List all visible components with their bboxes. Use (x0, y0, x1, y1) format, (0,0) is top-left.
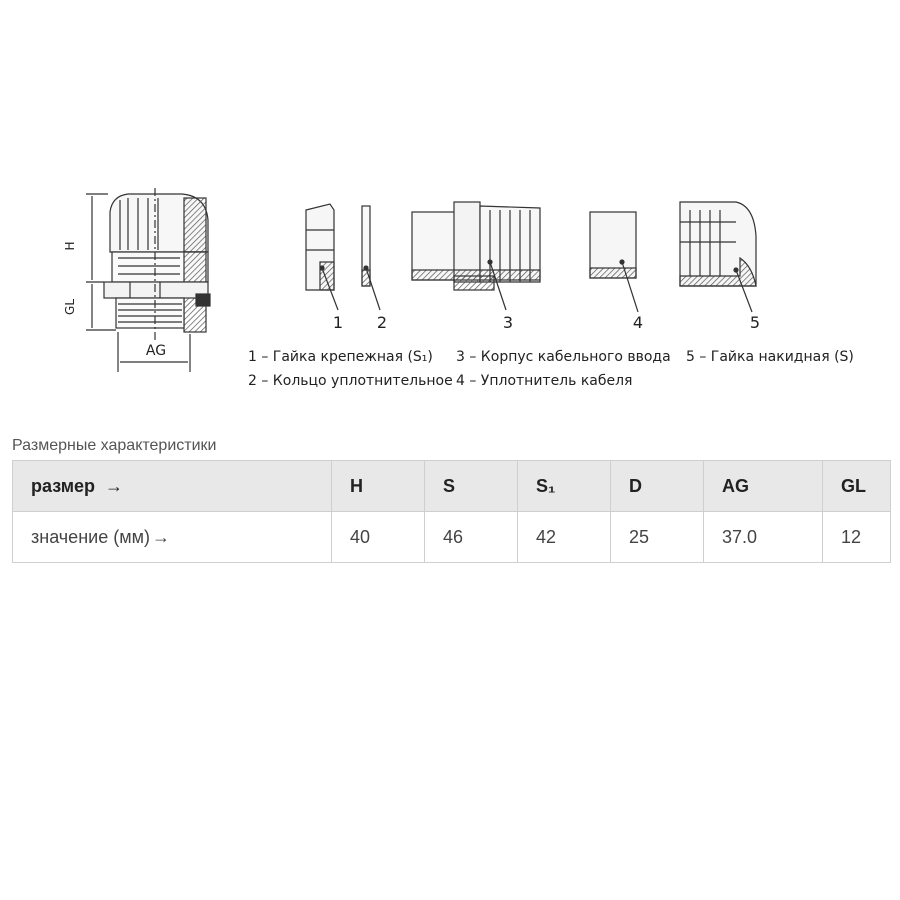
column-header: D (611, 461, 704, 512)
column-header: GL (823, 461, 891, 512)
table-cell: 25 (611, 512, 704, 563)
legend-item-3: 3 – Корпус кабельного ввода (456, 349, 671, 365)
legend-item-1: 1 – Гайка крепежная (S₁) (248, 349, 433, 365)
arrow-right-icon: → (151, 526, 170, 547)
specs-table (12, 460, 891, 563)
table-cell: 37.0 (704, 512, 823, 563)
row-label-cell (13, 512, 332, 563)
dim-label-ag: AG (145, 343, 167, 359)
part-number-2: 2 (376, 313, 388, 332)
column-header: H (332, 461, 425, 512)
column-header: AG (704, 461, 823, 512)
part-5-dome-nut (680, 202, 756, 312)
legend-item-4: 4 – Уплотнитель кабеля (456, 373, 633, 389)
header-label-cell (13, 461, 332, 512)
part-number-4: 4 (632, 313, 644, 332)
table-cell: 46 (425, 512, 518, 563)
table-cell: 12 (823, 512, 891, 563)
arrow-right-icon: → (105, 475, 124, 496)
header-label: размер (31, 475, 96, 496)
part-2-o-ring (362, 206, 380, 310)
row-label: значение (мм) (31, 526, 150, 547)
table-header-row (13, 461, 891, 512)
part-number-1: 1 (332, 313, 344, 332)
section-title: Размерные характеристики (12, 437, 217, 454)
table-row (13, 512, 891, 563)
dim-label-gl: GL (63, 299, 77, 315)
part-1-locknut (306, 204, 338, 310)
part-number-3: 3 (502, 313, 514, 332)
dim-label-h: H (63, 241, 77, 251)
part-number-5: 5 (749, 313, 761, 332)
table-cell: 40 (332, 512, 425, 563)
legend-item-5: 5 – Гайка накидная (S) (686, 349, 854, 365)
column-header: S (425, 461, 518, 512)
part-4-seal (590, 212, 638, 312)
part-3-body (412, 202, 540, 310)
cable-gland-drawing (0, 170, 900, 400)
legend-item-2: 2 – Кольцо уплотнительное (248, 373, 453, 389)
technical-drawing (0, 170, 900, 400)
column-header: S₁ (518, 461, 611, 512)
table-cell: 42 (518, 512, 611, 563)
